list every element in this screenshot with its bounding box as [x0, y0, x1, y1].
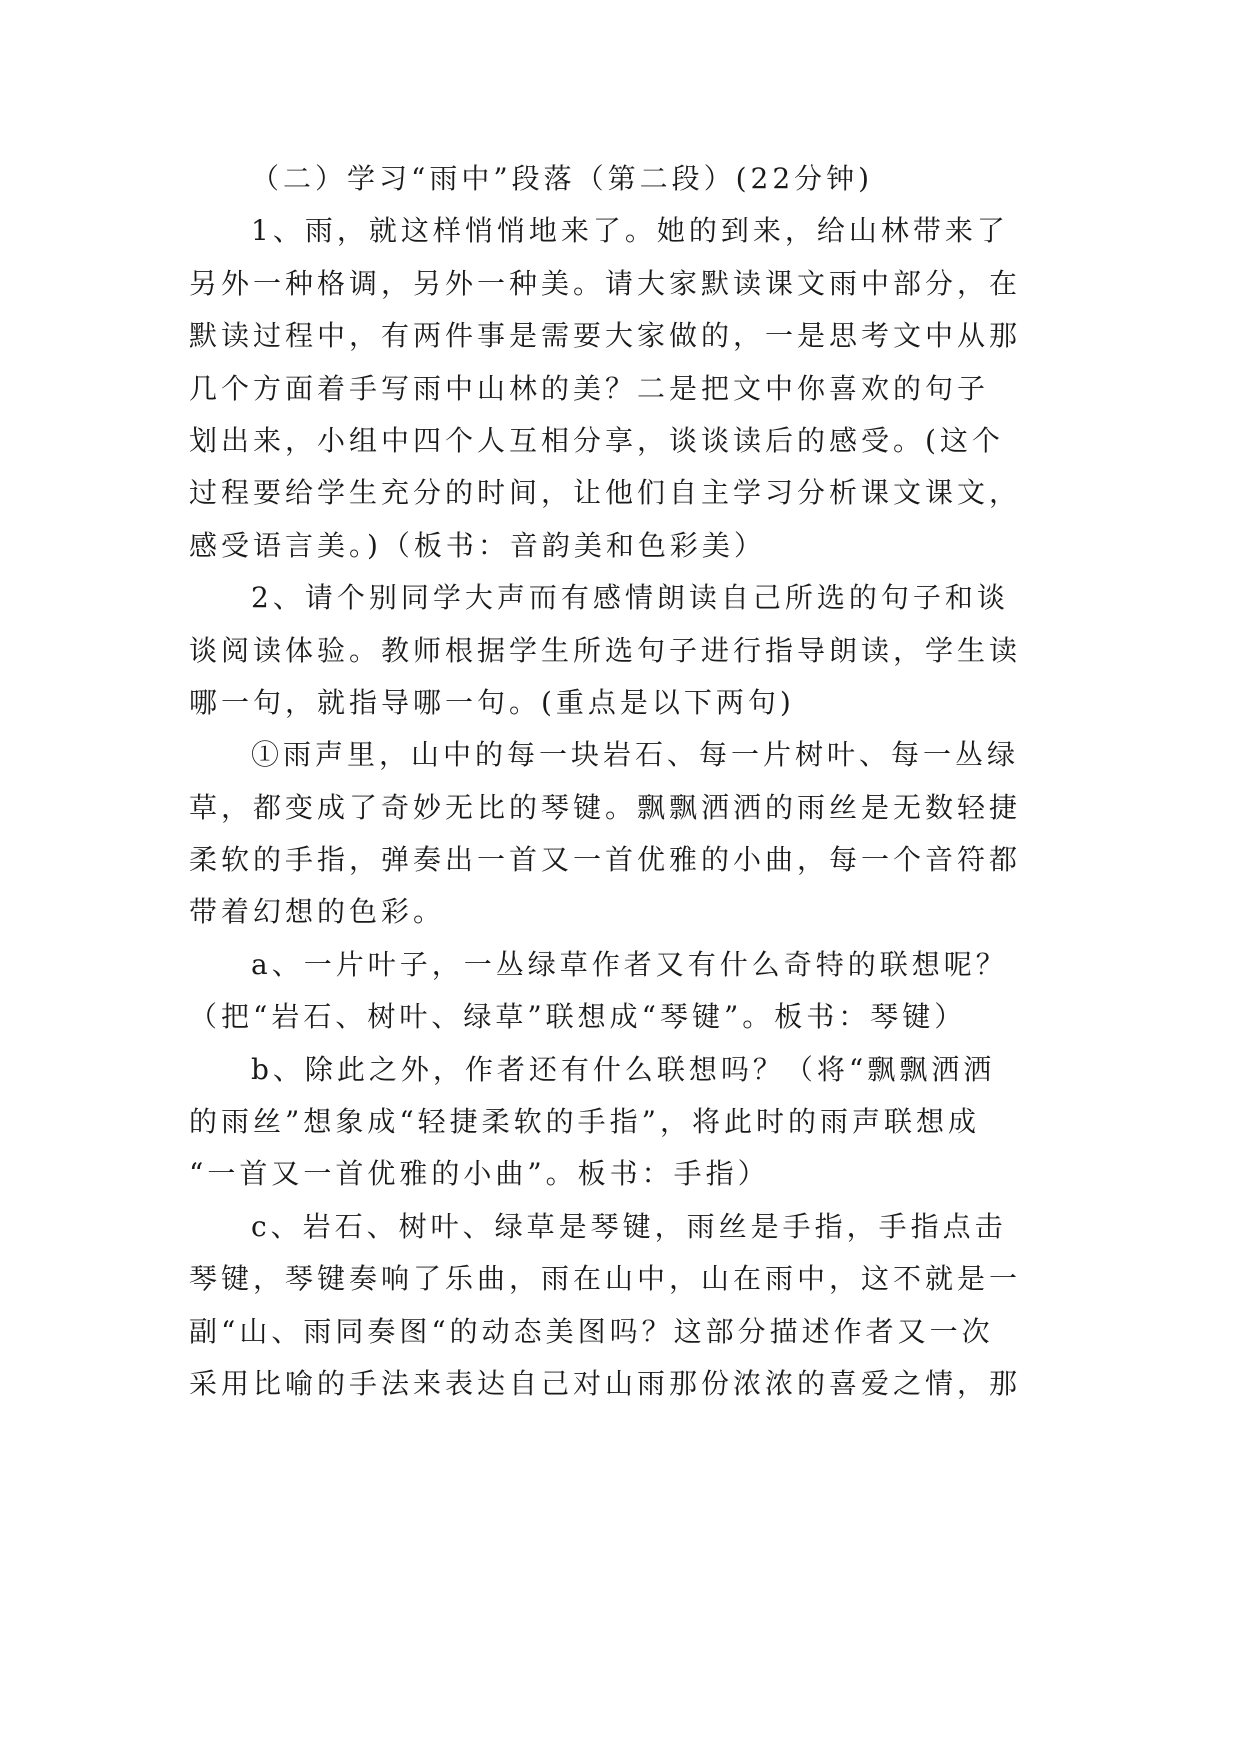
paragraph-line: 默读过程中，有两件事是需要大家做的，一是思考文中从那 — [189, 319, 1022, 353]
paragraph-first-line: 1、雨，就这样悄悄地来了。她的到来，给山林带来了 — [251, 214, 1009, 248]
paragraph-line: 采用比喻的手法来表达自己对山雨那份浓浓的喜爱之情，那 — [189, 1366, 1022, 1400]
paragraph-first-line: a、一片叶子，一丛绿草作者又有什么奇特的联想呢？ — [251, 947, 1008, 981]
paragraph-first-line: （二）学习“雨中”段落（第二段）(22分钟) — [251, 162, 874, 195]
paragraph-line: 草，都变成了奇妙无比的琴键。飘飘洒洒的雨丝是无数轻捷 — [189, 790, 1022, 824]
paragraph-line: 几个方面着手写雨中山林的美？二是把文中你喜欢的句子 — [189, 371, 990, 405]
paragraph-first-line: c、岩石、树叶、绿草是琴键，雨丝是手指，手指点击 — [251, 1209, 1007, 1243]
paragraph-first-line: ①雨声里，山中的每一块岩石、每一片树叶、每一丛绿 — [251, 738, 1020, 772]
paragraph-first-line: 2、请个别同学大声而有感情朗读自己所选的句子和谈 — [251, 581, 1009, 615]
paragraph-first-line: b、除此之外，作者还有什么联想吗？（将“飘飘洒洒 — [251, 1052, 996, 1086]
paragraph-line: 谈阅读体验。教师根据学生所选句子进行指导朗读，学生读 — [189, 633, 1022, 667]
paragraph-line: 带着幻想的色彩。 — [189, 895, 446, 929]
paragraph-line: 划出来，小组中四个人互相分享，谈谈读后的感受。(这个 — [189, 423, 1004, 457]
paragraph-line: 感受语言美。)（板书：音韵美和色彩美） — [189, 528, 766, 562]
paragraph-line: （把“岩石、树叶、绿草”联想成“琴键”。板书：琴键） — [189, 1000, 967, 1034]
paragraph-line: 柔软的手指，弹奏出一首又一首优雅的小曲，每一个音符都 — [189, 843, 1022, 877]
paragraph-line: 另外一种格调，另外一种美。请大家默读课文雨中部分，在 — [189, 266, 1022, 300]
paragraph-line: 过程要给学生充分的时间，让他们自主学习分析课文课文， — [189, 476, 1022, 510]
document-body — [189, 153, 1055, 1410]
paragraph-line: “一首又一首优雅的小曲”。板书：手指） — [189, 1157, 770, 1191]
paragraph-line: 副“山、雨同奏图“的动态美图吗？这部分描述作者又一次 — [189, 1314, 994, 1348]
paragraph-line: 琴键，琴键奏响了乐曲，雨在山中，山在雨中，这不就是一 — [189, 1262, 1022, 1296]
paragraph-line: 哪一句，就指导哪一句。(重点是以下两句) — [189, 685, 795, 719]
paragraph-line: 的雨丝”想象成“轻捷柔软的手指”，将此时的雨声联想成 — [189, 1105, 980, 1139]
